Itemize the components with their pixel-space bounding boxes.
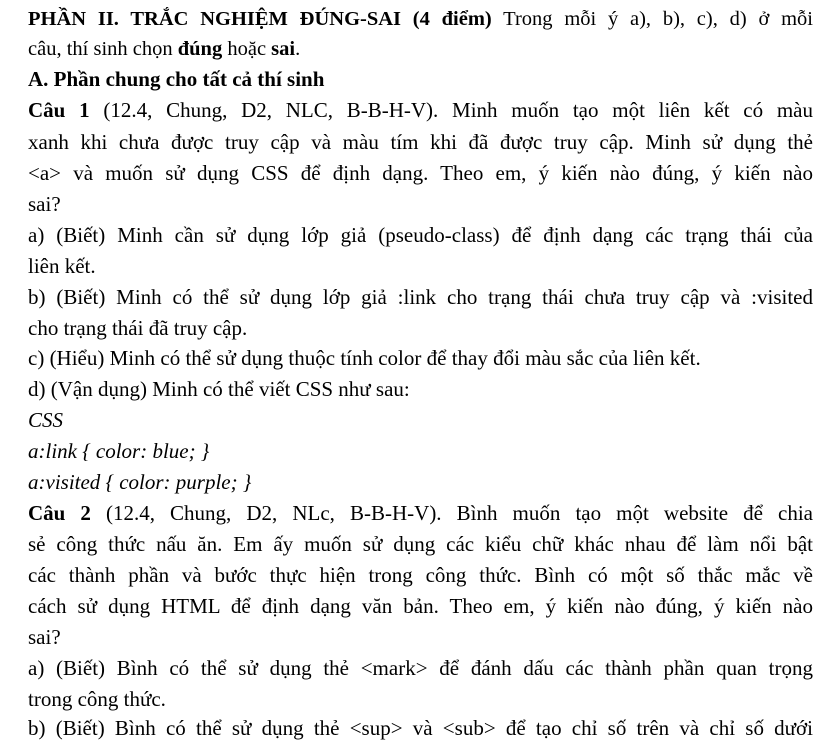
question-1-label: Câu 1 [28, 98, 90, 122]
question-2-text: (12.4, Chung, D2, NLc, B-B-H-V). Bình muốn tạo một website để chia [90, 501, 813, 525]
question-1-line-3: <a> và muốn sử dụng CSS để định dạng. Theo em, ý kiến nào đúng, ý kiến nào [28, 161, 813, 185]
q1-option-b-line-2: cho trạng thái đã truy cập. [28, 316, 248, 340]
instruction-text: hoặc [222, 38, 272, 60]
part-instruction: Trong mỗi ý a), b), c), d) ở mỗi [491, 8, 813, 30]
section-a-title: A. Phần chung cho tất cả thí sinh [28, 67, 325, 91]
false-keyword: sai [271, 38, 296, 60]
question-1-line-2: xanh khi chưa được truy cập và màu tím khi đã được truy cập. Minh sử dụng thẻ [28, 130, 813, 154]
code-language-label: CSS [28, 408, 64, 432]
instruction-text: . [295, 38, 301, 60]
question-1-text: (12.4, Chung, D2, NLC, B-B-H-V). Minh muốn tạo một liên kết có màu [89, 98, 813, 122]
q2-option-a-line-1: a) (Biết) Bình có thể sử dụng thẻ <mark> để đánh dấu các thành phần quan trọng [28, 656, 813, 680]
q1-option-d: d) (Vận dụng) Minh có thể viết CSS như sau: [28, 377, 410, 401]
question-2-line-1 [28, 498, 813, 528]
question-2-line-2: sẻ công thức nấu ăn. Em ấy muốn sử dụng các kiểu chữ khác nhau để làm nổi bật [28, 532, 813, 556]
code-line-link: a:link { color: blue; } [28, 439, 210, 463]
instruction-text: câu, thí sinh chọn [28, 38, 178, 60]
q2-option-a-line-2: trong công thức. [28, 687, 166, 711]
question-2-line-5: sai? [28, 625, 61, 649]
question-2-line-4: cách sử dụng HTML để định dạng văn bản. Theo em, ý kiến nào đúng, ý kiến nào [28, 594, 813, 618]
q1-option-c: c) (Hiểu) Minh có thể sử dụng thuộc tính color để thay đổi màu sắc của liên kết. [28, 346, 701, 370]
true-keyword: đúng [177, 38, 223, 60]
question-1-line-1 [28, 95, 813, 125]
q1-option-a-line-2: liên kết. [28, 254, 96, 278]
part-header-line-2 [28, 34, 813, 64]
q1-option-a-line-1: a) (Biết) Minh cần sử dụng lớp giả (pseudo-class) để định dạng các trạng thái của [28, 223, 813, 247]
question-2-label: Câu 2 [28, 501, 91, 525]
q2-option-b-line-1: b) (Biết) Bình có thể sử dụng thẻ <sup> và <sub> để tạo chỉ số trên và chỉ số dưới [28, 716, 813, 740]
q1-option-b-line-1: b) (Biết) Minh có thể sử dụng lớp giả :link cho trạng thái chưa truy cập và :visited [28, 285, 813, 309]
question-2-line-3: các thành phần và bước thực hiện trong công thức. Bình có một số thắc mắc về [28, 563, 813, 587]
part-header-line-1 [28, 4, 813, 34]
question-1-line-4: sai? [28, 192, 61, 216]
code-line-visited: a:visited { color: purple; } [28, 470, 252, 494]
part-title: PHẦN II. TRẮC NGHIỆM ĐÚNG-SAI (4 điểm) [28, 8, 492, 30]
